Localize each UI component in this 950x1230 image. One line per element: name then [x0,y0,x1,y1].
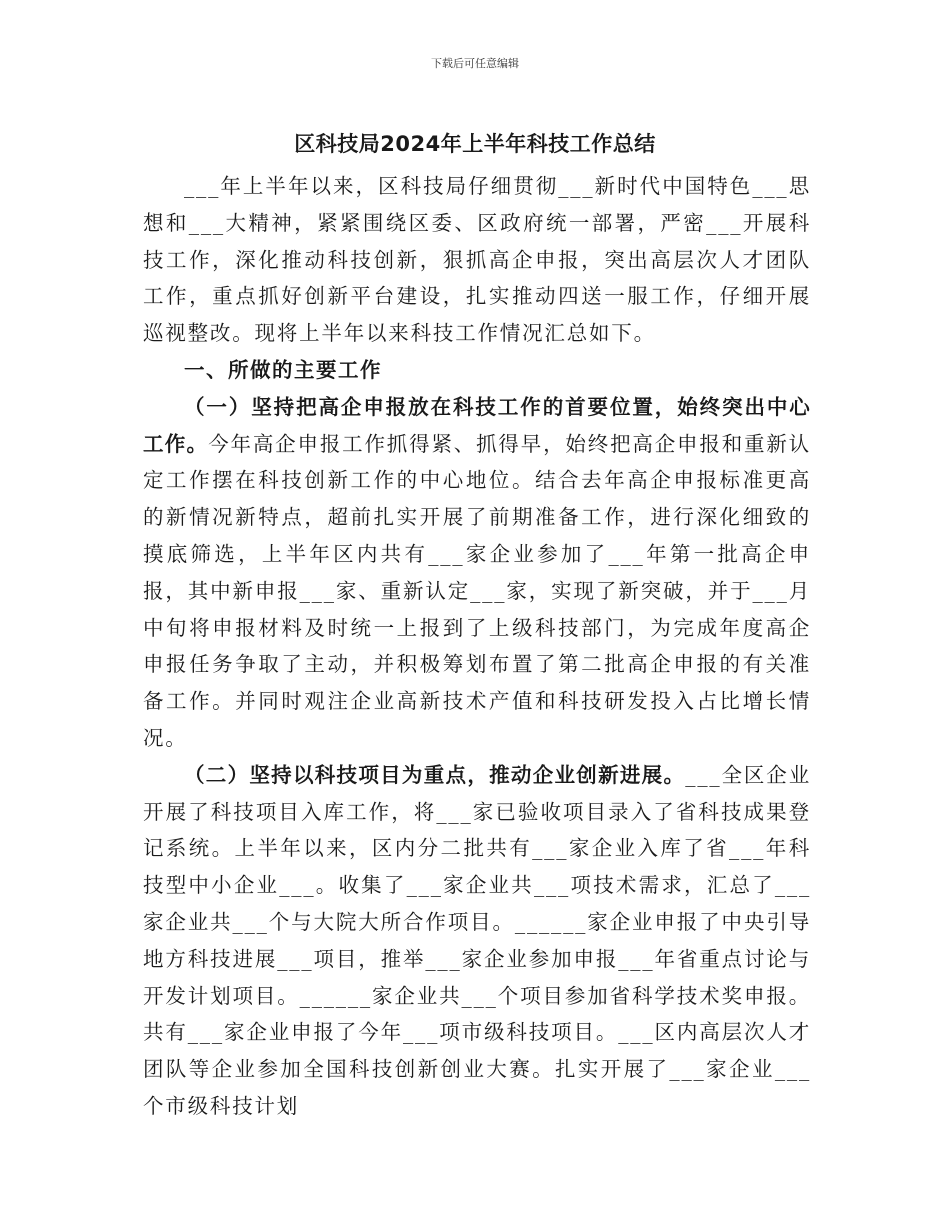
document-title: 区科技局2024年上半年科技工作总结 [294,132,656,156]
intro-paragraph: ___年上半年以来，区科技局仔细贯彻___新时代中国特色___思想和___大精神，紧紧围绕区委、区政府统一部署，严密___开展科技工作，深化推动科技创新，狠抓高企申报，突出高层次人才团队工作，重点抓好创新平台建设，扎实推动四送一服工作，仔细开展巡视整改。现将上半年以来科技工作情况汇总如下。 [143,174,811,346]
item1-paragraph [143,389,811,757]
item1-body: 今年高企申报工作抓得紧、抓得早，始终把高企申报和重新认定工作摆在科技创新工作的中心地位。结合去年高企申报标准更高的新情况新特点，超前扎实开展了前期准备工作，进行深化细致的摸底筛选，上半年区内共有___家企业参加了___年第一批高企申报，其中新申报___家、重新认定___家，实现了新突破，并于___月中旬将申报材料及时统一上报到了上级科技部门，为完成年度高企申报任务争取了主动，并积极筹划布置了第二批高企申报的有关准备工作。并同时观注企业高新技术产值和科技研发投入占比增长情况。 [143,431,811,750]
section-heading: 一、所做的主要工作 [184,357,382,382]
item2-paragraph [143,757,811,1125]
item2-body: ___全区企业开展了科技项目入库工作，将___家已验收项目录入了省科技成果登记系统。上半年以来，区内分二批共有___家企业入库了省___年科技型中小企业___。收集了___家企业共___项技术需求，汇总了___家企业共___个与大院大所合作项目。______家企业申报了中央引导地方科技进展___项目，推举___家企业参加申报___年省重点讨论与开发计划项目。______家企业共___个项目参加省科学技术奖申报。共有___家企业申报了今年___项市级科技项目。___区内高层次人才团队等企业参加全国科技创新创业大赛。扎实开展了___家企业___个市级科技计划 [143,762,811,1118]
document-body [143,168,811,1125]
header-note: 下载后可任意编辑 [431,57,519,70]
item2-lead: （二）坚持以科技项目为重点，推动企业创新进展。 [184,762,686,787]
item1-lead: （一）坚持把高企申报放在科技工作的首要位置，始终突出中心工作。 [143,394,811,456]
